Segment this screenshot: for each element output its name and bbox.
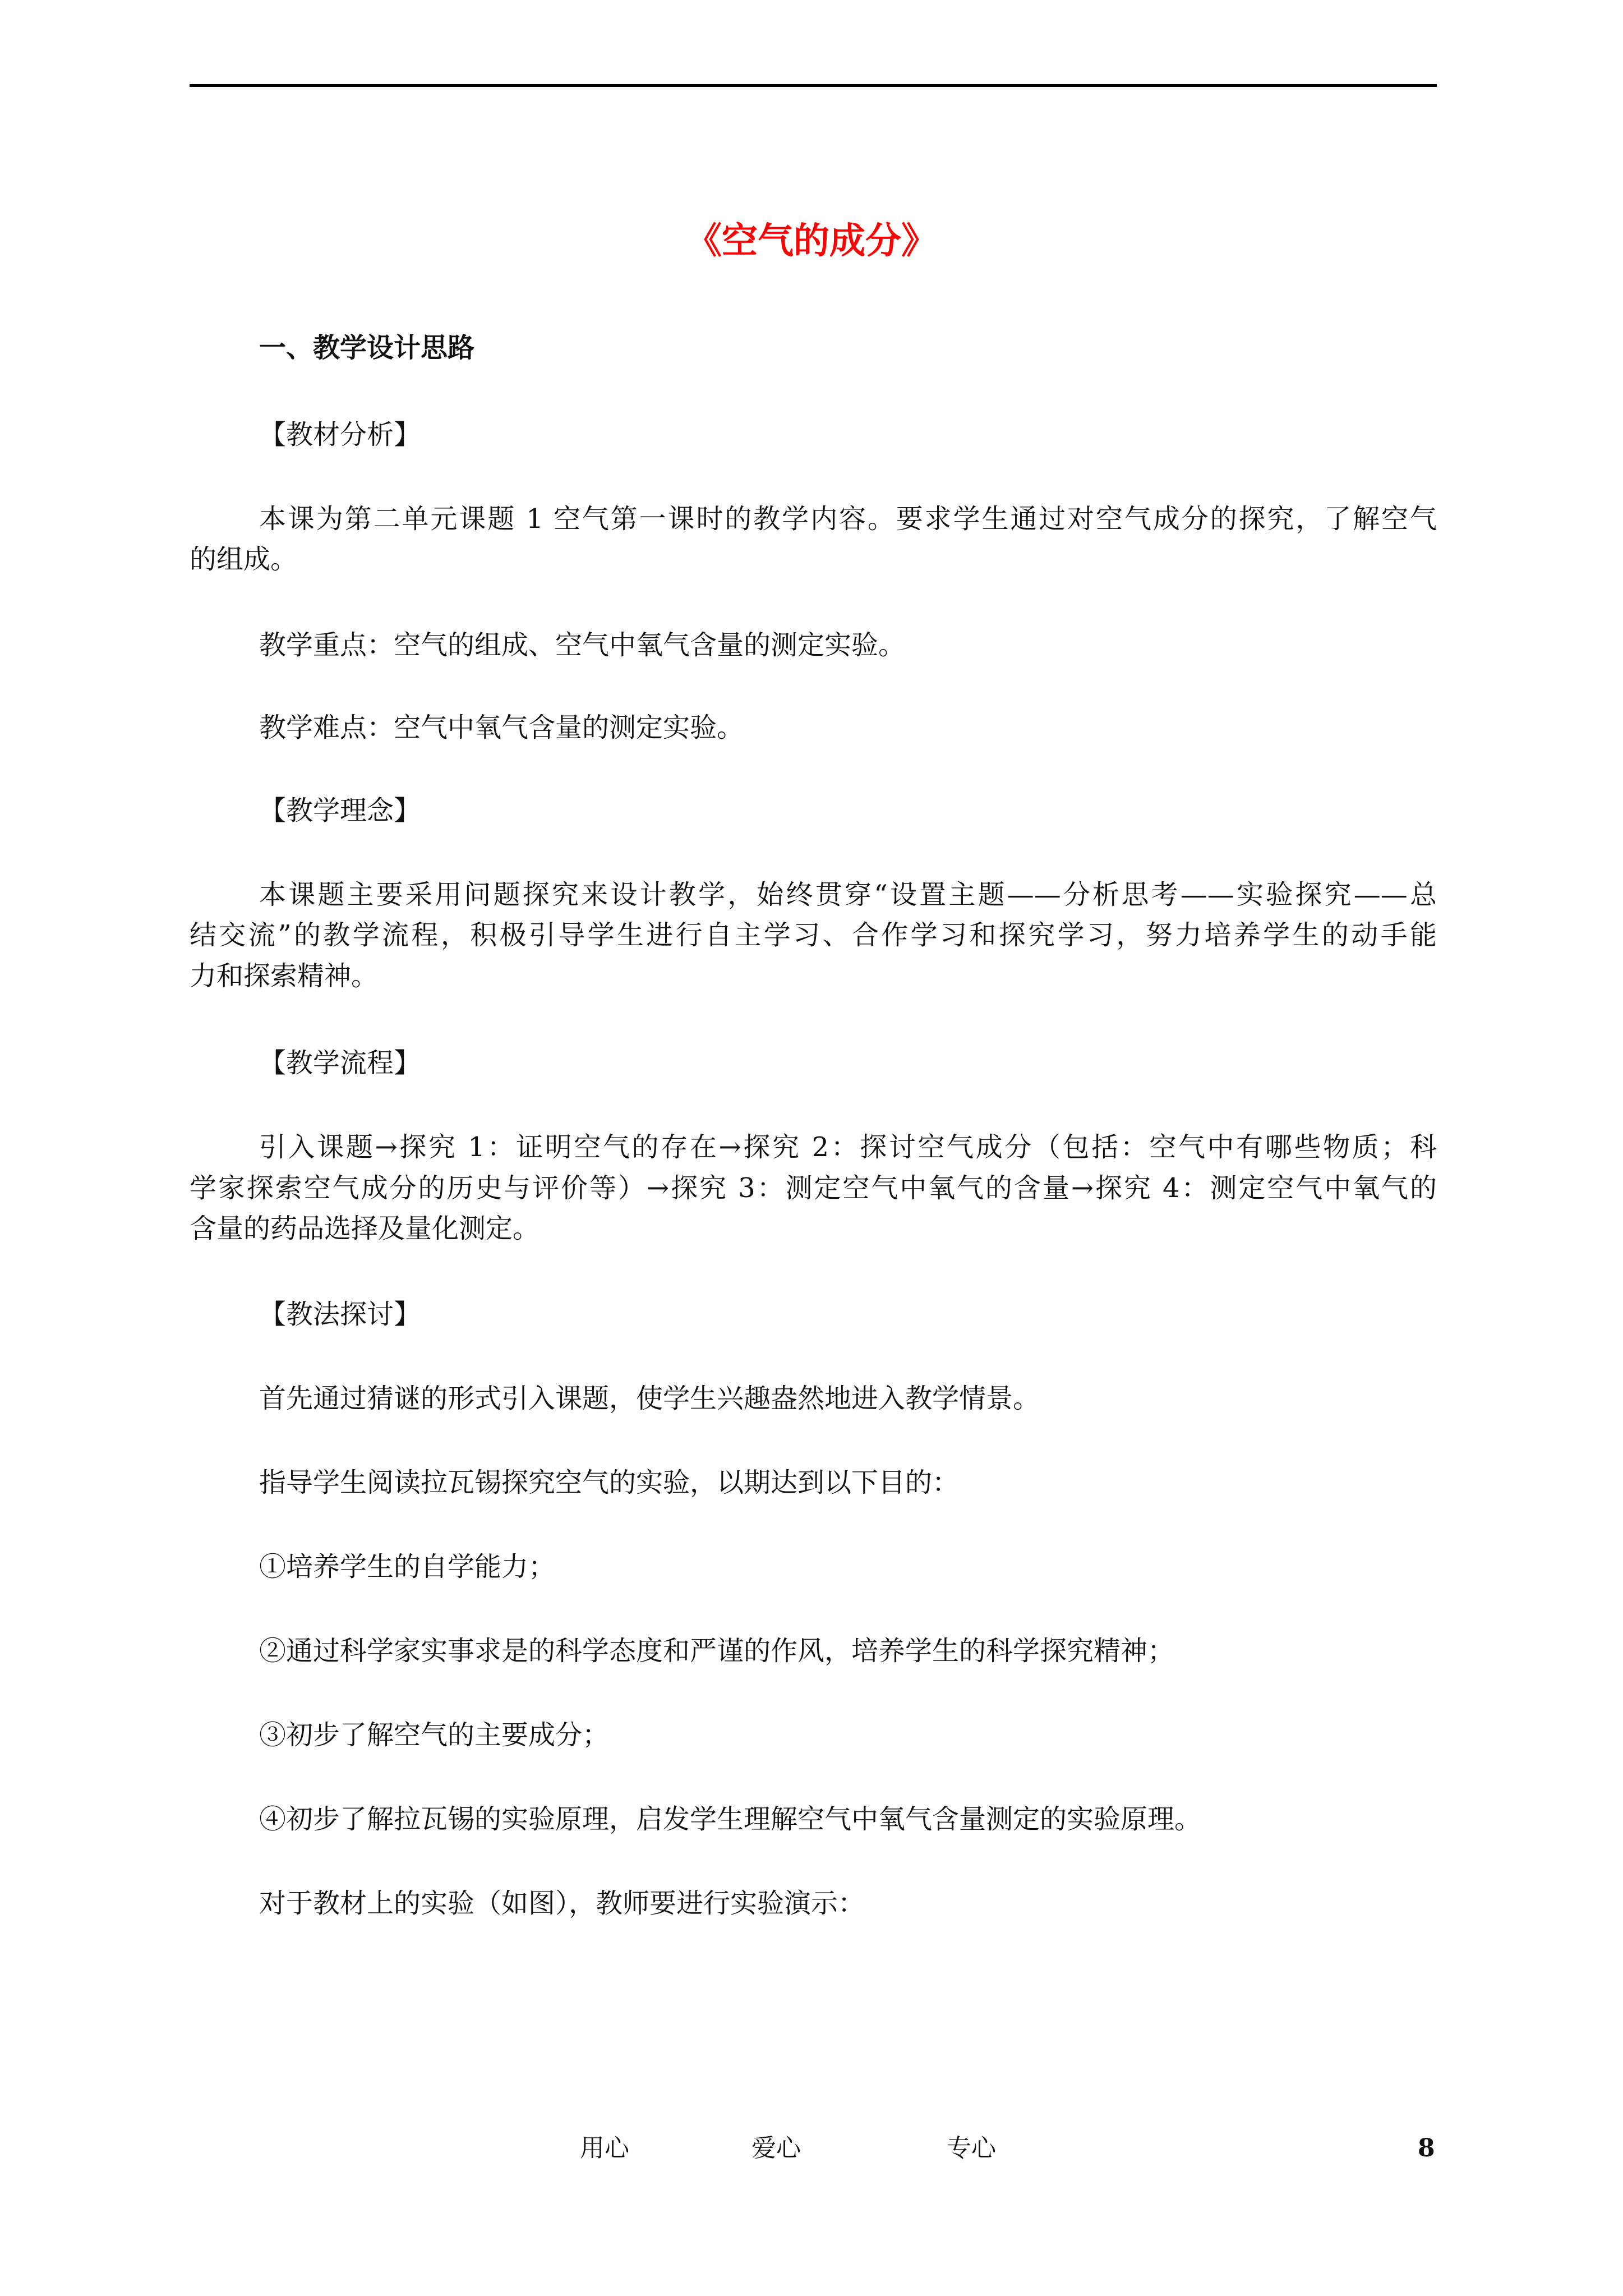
material-analysis-line2: 的组成。 bbox=[190, 544, 298, 575]
teaching-flow-line3: 含量的药品选择及量化测定。 bbox=[190, 1213, 540, 1244]
header-rule bbox=[190, 84, 1437, 87]
footer-item-1: 用心 bbox=[580, 2134, 629, 2162]
goal-item: ②通过科学家实事求是的科学态度和严谨的作风，培养学生的科学探究精神； bbox=[259, 1635, 1175, 1667]
teaching-concept-line2: 结交流”的教学流程，积极引导学生进行自主学习、合作学习和探究学习，努力培养学生的动手能 bbox=[190, 919, 1437, 951]
goal-item: ①培养学生的自学能力； bbox=[259, 1551, 556, 1582]
goal-item: ③初步了解空气的主要成分； bbox=[259, 1719, 610, 1751]
teaching-method-line2: 指导学生阅读拉瓦锡探究空气的实验，以期达到以下目的： bbox=[259, 1467, 960, 1498]
teaching-concept-label: 【教学理念】 bbox=[259, 795, 421, 826]
teaching-concept-line1: 本课题主要采用问题探究来设计教学，始终贯穿“设置主题——分析思考——实验探究——总 bbox=[259, 879, 1437, 910]
teaching-concept-line3: 力和探索精神。 bbox=[190, 960, 379, 992]
material-analysis-line1: 本课为第二单元课题 1 空气第一课时的教学内容。要求学生通过对空气成分的探究，了解空气 bbox=[259, 503, 1437, 535]
section-heading: 一、教学设计思路 bbox=[259, 332, 475, 364]
goal-item: ④初步了解拉瓦锡的实验原理，启发学生理解空气中氧气含量测定的实验原理。 bbox=[259, 1803, 1202, 1835]
key-point: 教学重点：空气的组成、空气中氧气含量的测定实验。 bbox=[259, 629, 906, 661]
teaching-method-line1: 首先通过猜谜的形式引入课题，使学生兴趣盎然地进入教学情景。 bbox=[259, 1383, 1040, 1414]
teaching-flow-line1: 引入课题→探究 1：证明空气的存在→探究 2：探讨空气成分（包括：空气中有哪些物质；科 bbox=[259, 1131, 1437, 1163]
teaching-method-closing: 对于教材上的实验（如图），教师要进行实验演示： bbox=[259, 1888, 865, 1919]
material-analysis-label: 【教材分析】 bbox=[259, 419, 421, 450]
teaching-method-label: 【教法探讨】 bbox=[259, 1299, 421, 1330]
difficulty: 教学难点：空气中氧气含量的测定实验。 bbox=[259, 712, 744, 743]
teaching-flow-label: 【教学流程】 bbox=[259, 1047, 421, 1079]
teaching-flow-line2: 学家探索空气成分的历史与评价等）→探究 3：测定空气中氧气的含量→探究 4：测定空气中氧气的 bbox=[190, 1172, 1437, 1204]
footer-item-2: 爱心 bbox=[751, 2134, 801, 2162]
footer-item-3: 专心 bbox=[947, 2134, 996, 2162]
document-title: 《空气的成分》 bbox=[686, 220, 937, 262]
page-number: 8 bbox=[1418, 2134, 1435, 2162]
